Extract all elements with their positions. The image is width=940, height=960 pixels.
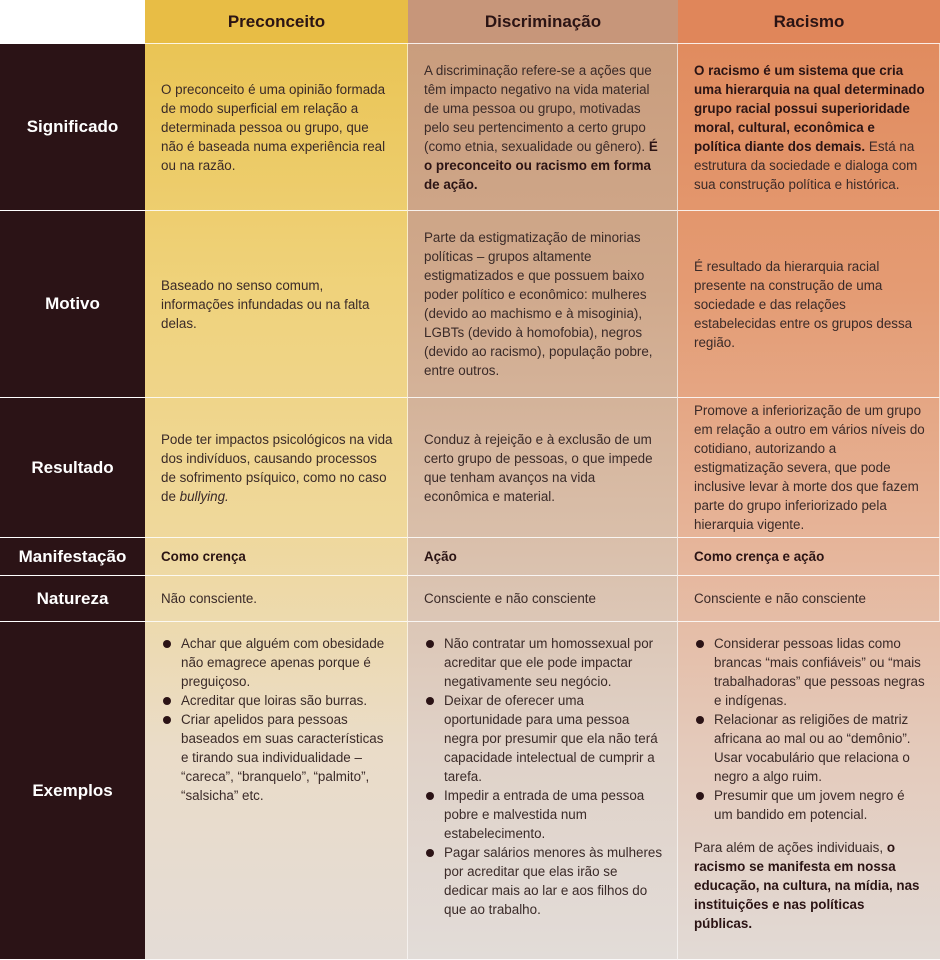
natureza-preconceito — [145, 576, 408, 622]
resultado-racismo-text: Promove a inferiorização de um grupo em relação a outro em vários níveis do cotidiano, autorizando a estigmatização severa, que pode inclusive levar à morte dos que fazem parte do grupo inferiorizado pela hierarquia vigente. — [694, 403, 925, 532]
exemplos-discriminacao — [408, 622, 678, 960]
exemplos-preconceito-content — [161, 622, 393, 805]
row-label-significado: Significado — [0, 44, 145, 211]
exemplos-racismo — [678, 622, 940, 960]
motivo-discriminacao-text: Parte da estigmatização de minorias políticas – grupos altamente estigmatizados e que possuem baixo poder político e econômico: mulheres (devido ao machismo e à misoginia), LGBTs (devido à homofobia), negros (devido ao racismo), população pobre, entre outros. — [424, 230, 653, 378]
column-header-discriminacao: Discriminação — [408, 0, 678, 44]
exemplos-preconceito — [145, 622, 408, 960]
motivo-preconceito — [145, 211, 408, 398]
row-label-natureza: Natureza — [0, 576, 145, 622]
significado-discriminacao-text: A discriminação refere-se a ações que têm impacto negativo na vida material de uma pessoa ou grupo, motivadas pelo seu pertencimento a certo grupo (como etnia, sexualidade ou gênero). — [424, 62, 652, 154]
motivo-racismo — [678, 211, 940, 398]
manifestacao-preconceito-text: Como crença — [161, 549, 246, 564]
row-label-exemplos: Exemplos — [0, 622, 145, 960]
manifestacao-racismo-text: Como crença e ação — [694, 549, 825, 564]
list-item: Não contratar um homossexual por acreditar que ele pode impactar negativamente seu negócio. — [424, 634, 663, 691]
resultado-preconceito — [145, 398, 408, 538]
manifestacao-racismo — [678, 538, 940, 576]
row-label-manifestacao: Manifestação — [0, 538, 145, 576]
significado-racismo-paragraph — [694, 61, 925, 194]
table-corner — [0, 0, 145, 44]
resultado-racismo — [678, 398, 940, 538]
resultado-preconceito-italic: bullying. — [179, 488, 229, 504]
significado-discriminacao — [408, 44, 678, 211]
resultado-preconceito-text: Pode ter impactos psicológicos na vida dos indivíduos, causando processos de sofrimento psíquico, como no caso de — [161, 431, 393, 504]
natureza-preconceito-text: Não consciente. — [161, 591, 258, 606]
significado-racismo-text: Está na estrutura da sociedade e dialoga com sua construção política e histórica. — [694, 138, 918, 192]
list-item: Acreditar que loiras são burras. — [161, 691, 393, 710]
natureza-racismo-text: Consciente e não consciente — [694, 591, 866, 606]
list-item: Deixar de oferecer uma oportunidade para uma pessoa negra por presumir que ela não terá capacidade intelectual de cumprir a tarefa. — [424, 691, 663, 786]
list-item: Achar que alguém com obesidade não emagrece apenas porque é preguiçoso. — [161, 634, 393, 691]
significado-discriminacao-bold: É o preconceito ou racismo em forma de ação. — [424, 138, 658, 192]
significado-discriminacao-paragraph — [424, 61, 663, 194]
significado-preconceito-text: O preconceito é uma opinião formada de modo superficial em relação a determinada pessoa ou grupo, que não é baseada numa experiência real ou na razão. — [161, 81, 386, 173]
exemplos-discriminacao-content — [424, 622, 663, 919]
manifestacao-discriminacao-text: Ação — [424, 549, 457, 564]
exemplos-racismo-note-bold: o racismo se manifesta em nossa educação, na cultura, na mídia, nas instituições e nas políticas públicas. — [694, 840, 920, 931]
resultado-discriminacao — [408, 398, 678, 538]
row-label-resultado: Resultado — [0, 398, 145, 538]
column-header-racismo: Racismo — [678, 0, 940, 44]
row-label-motivo: Motivo — [0, 211, 145, 398]
motivo-discriminacao — [408, 211, 678, 398]
natureza-discriminacao — [408, 576, 678, 622]
natureza-discriminacao-text: Consciente e não consciente — [424, 591, 596, 606]
list-item: Impedir a entrada de uma pessoa pobre e malvestida num estabelecimento. — [424, 786, 663, 843]
motivo-racismo-text: É resultado da hierarquia racial presente na construção de uma sociedade e das relações estabelecidas entre os grupos dessa região. — [694, 258, 913, 350]
list-item: Presumir que um jovem negro é um bandido em potencial. — [694, 786, 926, 824]
exemplos-racismo-content — [694, 622, 926, 933]
resultado-discriminacao-text: Conduz à rejeição e à exclusão de um certo grupo de pessoas, o que impede que tenham avanços na vida econômica e material. — [424, 431, 653, 504]
manifestacao-preconceito — [145, 538, 408, 576]
column-header-preconceito: Preconceito — [145, 0, 408, 44]
list-item: Relacionar as religiões de matriz africana ao mal ou ao “demônio”. Usar vocabulário que relaciona o negro a algo ruim. — [694, 710, 926, 786]
natureza-racismo — [678, 576, 940, 622]
list-item: Criar apelidos para pessoas baseados em suas características e tirando sua individualidade – “careca”, “branquelo”, “palmito”, “salsicha” etc. — [161, 710, 393, 805]
significado-racismo — [678, 44, 940, 211]
resultado-preconceito-paragraph — [161, 430, 393, 506]
exemplos-racismo-list — [694, 634, 926, 824]
significado-racismo-bold: O racismo é um sistema que cria uma hierarquia na qual determinado grupo racial possui superioridade moral, cultural, econômica e política diante dos demais. — [694, 62, 925, 154]
list-item: Pagar salários menores às mulheres por acreditar que elas irão se dedicar mais ao lar e aos filhos do que ao trabalho. — [424, 843, 663, 919]
exemplos-racismo-note-text: Para além de ações individuais, — [694, 840, 884, 855]
list-item: Considerar pessoas lidas como brancas “mais confiáveis” ou “mais trabalhadoras” que pessoas negras e indígenas. — [694, 634, 926, 710]
exemplos-discriminacao-list — [424, 634, 663, 919]
significado-preconceito — [145, 44, 408, 211]
exemplos-preconceito-list — [161, 634, 393, 805]
motivo-preconceito-text: Baseado no senso comum, informações infundadas ou na falta delas. — [161, 277, 370, 331]
exemplos-racismo-note — [694, 838, 926, 933]
manifestacao-discriminacao — [408, 538, 678, 576]
